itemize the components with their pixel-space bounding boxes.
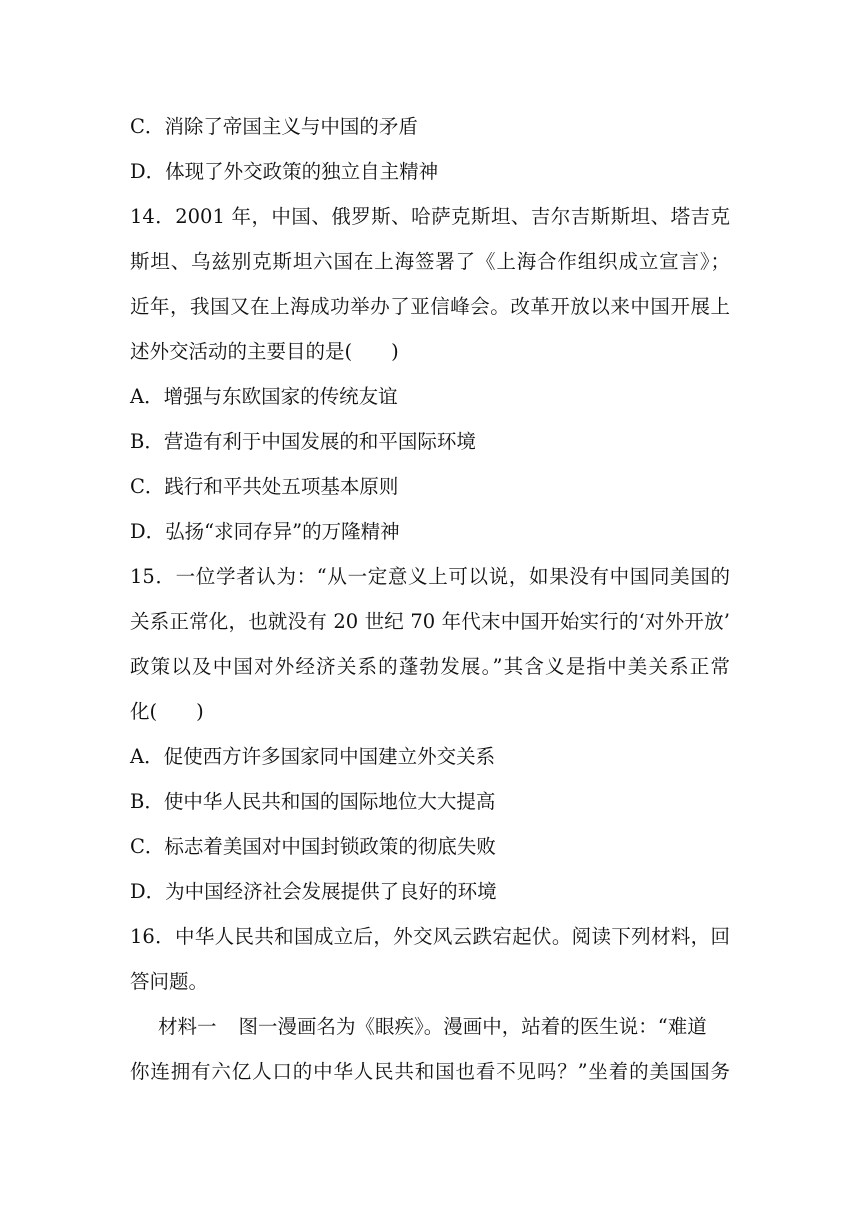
question-14-line-4: 述外交活动的主要目的是( ) — [130, 340, 399, 363]
question-15-line-4: 化( ) — [130, 700, 204, 723]
option-c-q15: C．标志着美国对中国封锁政策的彻底失败 — [130, 835, 496, 858]
question-14-line-3: 近年，我国又在上海成功举办了亚信峰会。改革开放以来中国开展上 — [130, 295, 730, 318]
option-a-q14: A．增强与东欧国家的传统友谊 — [130, 385, 398, 408]
option-b-q15: B．使中华人民共和国的国际地位大大提高 — [130, 790, 496, 813]
question-15-line-1: 15．一位学者认为：“从一定意义上可以说，如果没有中国同美国的 — [130, 565, 730, 588]
material-label: 材料一 — [158, 1015, 217, 1038]
option-a-q15: A．促使西方许多国家同中国建立外交关系 — [130, 745, 496, 768]
question-text — [130, 104, 730, 1094]
material-text: 图一漫画名为《眼疾》。漫画中，站着的医生说：“难道 — [238, 1015, 707, 1038]
option-d-q14: D．弘扬“求同存异”的万隆精神 — [130, 520, 400, 543]
question-15-line-3: 政策以及中国对外经济关系的蓬勃发展。”其含义是指中美关系正常 — [130, 655, 730, 678]
question-16-line-1: 16．中华人民共和国成立后，外交风云跌宕起伏。阅读下列材料，回 — [130, 925, 730, 948]
option-b-q14: B．营造有利于中国发展的和平国际环境 — [130, 430, 476, 453]
question-16-line-2: 答问题。 — [130, 970, 209, 993]
question-14-line-1: 14．2001 年，中国、俄罗斯、哈萨克斯坦、吉尔吉斯斯坦、塔吉克 — [130, 205, 730, 228]
material-one-line-1 — [130, 1004, 730, 1049]
question-15-line-2: 关系正常化，也就没有 20 世纪 70 年代末中国开始实行的‘对外开放’ — [130, 610, 730, 633]
material-one-line-2: 你连拥有六亿人口的中华人民共和国也看不见吗？”坐着的美国国务 — [130, 1060, 730, 1083]
option-d-q15: D．为中国经济社会发展提供了良好的环境 — [130, 880, 497, 903]
option-c-q14: C．践行和平共处五项基本原则 — [130, 475, 399, 498]
option-c-q13: C．消除了帝国主义与中国的矛盾 — [130, 115, 418, 138]
question-14-line-2: 斯坦、乌兹别克斯坦六国在上海签署了《上海合作组织成立宣言》； — [130, 250, 730, 273]
option-d-q13: D．体现了外交政策的独立自主精神 — [130, 160, 439, 183]
